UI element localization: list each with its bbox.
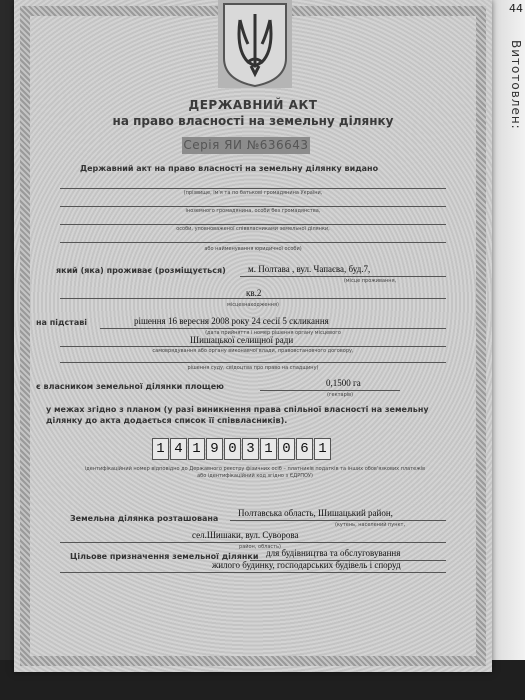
caption-9: рішення суду, свідоцтва про право на спадщину) <box>187 365 319 371</box>
ipn-digit: 6 <box>296 438 313 460</box>
ipn-digit: 1 <box>314 438 331 460</box>
land-certificate-document <box>14 0 492 672</box>
purpose-value-1: для будівництва та обслуговування <box>266 548 401 558</box>
address-value: м. Полтава , вул. Чапаєва, буд.7, <box>248 264 371 274</box>
address-line <box>240 276 446 277</box>
ipn-digit: 1 <box>152 438 169 460</box>
caption-7: (дата прийняття і номер рішення органу місцевого <box>205 330 341 336</box>
location-label: Земельна ділянка розташована <box>70 514 219 523</box>
apartment-value: кв.2 <box>246 288 262 298</box>
caption-4: або найменування юридичної особи) <box>204 246 302 252</box>
caption-3: особи, уповноваженої співвласниками земельної ділянки, <box>176 226 330 232</box>
document-title: ДЕРЖАВНИЙ АКТ <box>188 98 318 112</box>
owner-line-1 <box>60 188 446 189</box>
purpose-value-2: жилого будинку, господарських будівель і споруд <box>212 560 401 570</box>
ipn-digit: 4 <box>170 438 187 460</box>
basis-label: на підставі <box>36 318 88 327</box>
serial-number: Серія ЯИ №636643 <box>183 138 309 152</box>
resides-label: який (яка) проживає (розміщується) <box>56 266 226 275</box>
location-line-2 <box>60 542 446 543</box>
corner-number: 44 <box>509 2 523 15</box>
owner-line-4 <box>60 242 446 243</box>
caption-8: самоврядування або органу виконавчої влади, правовстановчого договору, <box>152 348 354 354</box>
location-value-2: сел.Шишаки, вул. Суворова <box>192 530 299 540</box>
caption-6: місцезнаходження) <box>227 302 279 308</box>
ipn-digit: 1 <box>260 438 277 460</box>
trident-emblem-icon <box>218 0 292 88</box>
area-line <box>260 390 400 391</box>
basis-value: рішення 16 вересня 2008 року 24 сесії 5 скликання <box>134 316 329 326</box>
adjacent-page-edge <box>487 0 525 700</box>
purpose-label: Цільове призначення земельної ділянки <box>70 552 259 561</box>
council-value: Шишацької селищної ради <box>190 335 294 345</box>
court-line <box>60 362 446 363</box>
area-label: є власником земельної ділянки площею <box>36 382 224 391</box>
purpose-line-2 <box>60 572 446 573</box>
ipn-digit: 9 <box>206 438 223 460</box>
area-value: 0,1500 га <box>326 378 361 388</box>
caption-10: (гектарів) <box>326 392 354 398</box>
document-subtitle: на право власності на земельну ділянку <box>112 114 394 128</box>
owner-line-2 <box>60 206 446 207</box>
owner-line-3 <box>60 224 446 225</box>
ipn-digit: 3 <box>242 438 259 460</box>
ipn-digit: 0 <box>278 438 295 460</box>
caption-13: район, область) <box>239 544 281 550</box>
adjacent-page-text: Витотовлен: <box>509 40 523 130</box>
issued-to-label: Державний акт на право власності на земельну ділянку видано <box>80 164 379 173</box>
ipn-digit: 0 <box>224 438 241 460</box>
basis-line <box>100 328 446 329</box>
ipn-caption: ідентифікаційний номер відповідно до Державного реєстру фізичних осіб – платників податків та інших обов'язкових платежів або ідентифікаційний код згідно з ЄДРПОУ) <box>84 466 426 479</box>
location-value-1: Полтавська область, Шишацький район, <box>238 508 393 518</box>
caption-5: (місце проживання, <box>343 278 397 284</box>
ipn-digit: 1 <box>188 438 205 460</box>
caption-2: іноземного громадянина, особи без громадянства, <box>185 208 321 214</box>
identification-number <box>152 438 332 460</box>
joint-ownership-note: у межах згідно з планом (у разі виникнення права спільної власності на земельну ділянку до акта додається список її співвласників). <box>46 405 429 425</box>
address-line-2 <box>60 298 446 299</box>
caption-12: (кутень, населений пункт, <box>334 522 406 528</box>
location-line-1 <box>230 520 446 521</box>
caption-1: (прізвище, ім'я та по батькові громадянина України, <box>183 190 323 196</box>
council-line <box>60 346 446 347</box>
